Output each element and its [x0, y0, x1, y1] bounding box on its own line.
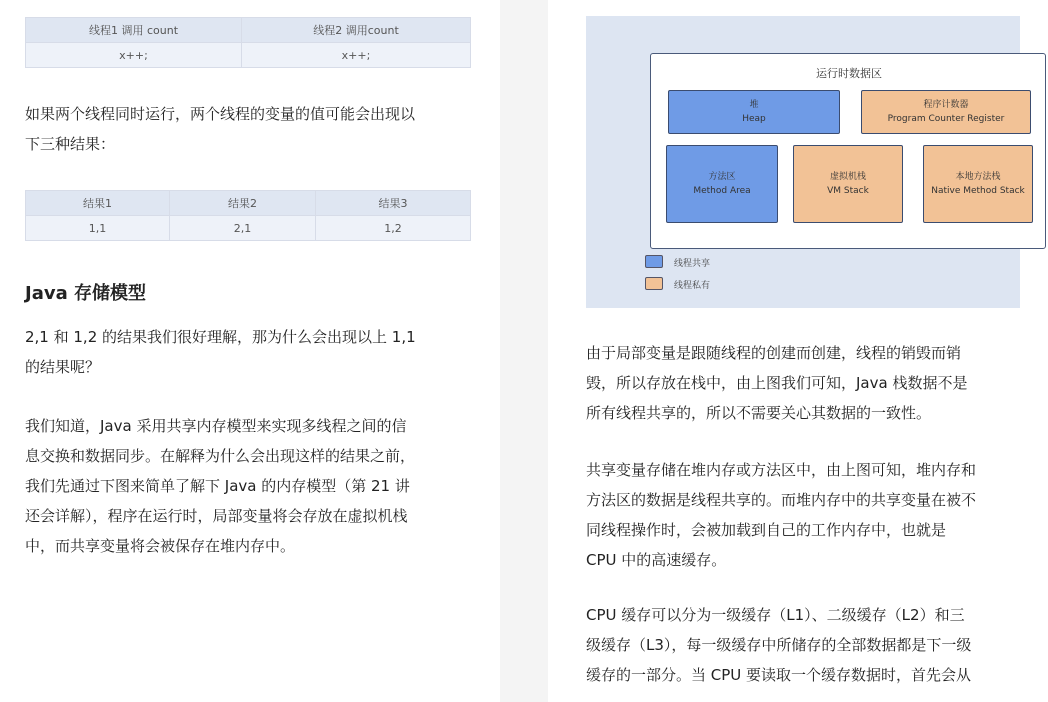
- local-variable-paragraph: [586, 338, 1046, 428]
- heap-box: [668, 90, 840, 134]
- text-line: 的结果呢？: [25, 358, 101, 376]
- text-line: 息交换和数据同步。在解释为什么会出现这样的结果之前，: [25, 447, 416, 465]
- box-sublabel: VM Stack: [827, 186, 869, 196]
- text-line: 还会详解），程序在运行时，局部变量将会存放在虚拟机栈: [25, 507, 408, 525]
- vm-stack-box: [793, 145, 903, 223]
- table-header-cell: 结果1: [26, 191, 170, 216]
- text-line: 我们先通过下图来简单了解下 Java 的内存模型（第 21 讲: [25, 477, 410, 495]
- box-sublabel: Native Method Stack: [931, 186, 1025, 196]
- text-line: 下三种结果：: [25, 135, 116, 153]
- cpu-cache-paragraph: [586, 600, 1046, 690]
- left-article-column: [0, 0, 500, 702]
- runtime-data-area-diagram: [586, 16, 1025, 308]
- legend-private-label: 线程私有: [674, 281, 711, 291]
- text-line: CPU 缓存可以分为一级缓存（L1）、二级缓存（L2）和三: [586, 606, 965, 624]
- legend-private-swatch: [645, 277, 663, 290]
- table-cell: 1,2: [316, 216, 471, 241]
- table-cell: 1,1: [26, 216, 170, 241]
- text-line: 所有线程共享的，所以不需要关心其数据的一致性。: [586, 404, 932, 422]
- box-sublabel: Method Area: [693, 186, 751, 196]
- text-line: CPU 中的高速缓存。: [586, 551, 727, 569]
- text-line: 如果两个线程同时运行，两个线程的变量的值可能会出现以: [25, 105, 416, 123]
- legend-shared-label: 线程共享: [674, 259, 711, 269]
- native-method-stack-box: [923, 145, 1033, 223]
- runtime-data-area-frame: [650, 53, 1046, 249]
- method-area-box: [666, 145, 778, 223]
- box-label: 程序计数器: [923, 100, 969, 110]
- column-gutter: [500, 0, 548, 702]
- question-paragraph: [25, 322, 485, 382]
- text-line: 同线程操作时，会被加载到自己的工作内存中，也就是: [586, 521, 947, 539]
- box-label: 本地方法栈: [955, 172, 1001, 182]
- shared-variable-paragraph: [586, 455, 1046, 575]
- diagram-title: 运行时数据区: [816, 67, 882, 80]
- text-line: 2,1 和 1,2 的结果我们很好理解，那为什么会出现以上 1,1: [25, 328, 416, 346]
- text-line: 级缓存（L3），每一级缓存中所储存的全部数据都是下一级: [586, 636, 972, 654]
- box-sublabel: Program Counter Register: [887, 114, 1005, 124]
- section-heading: Java 存储模型: [25, 283, 146, 304]
- box-label: 方法区: [708, 172, 736, 182]
- box-label: 虚拟机栈: [829, 172, 866, 182]
- box-sublabel: Heap: [742, 114, 766, 124]
- text-line: 缓存的一部分。当 CPU 要读取一个缓存数据时，首先会从: [586, 666, 972, 684]
- thread-count-table: [25, 17, 471, 68]
- text-line: 由于局部变量是跟随线程的创建而创建，线程的销毁而销: [586, 344, 962, 362]
- result-table: [25, 190, 471, 241]
- text-line: 共享变量存储在堆内存或方法区中，由上图可知，堆内存和: [586, 461, 977, 479]
- table-cell: 2,1: [170, 216, 316, 241]
- text-line: 我们知道，Java 采用共享内存模型来实现多线程之间的信: [25, 417, 407, 435]
- intro-paragraph: [25, 99, 485, 159]
- table-header-cell: 线程2 调用count: [242, 18, 471, 43]
- legend-shared-swatch: [645, 255, 663, 268]
- table-header-cell: 结果2: [170, 191, 316, 216]
- box-label: 堆: [749, 100, 759, 110]
- table-cell: x++;: [242, 43, 471, 68]
- right-article-column: [548, 0, 1048, 702]
- table-header-cell: 结果3: [316, 191, 471, 216]
- table-header-cell: 线程1 调用 count: [26, 18, 242, 43]
- program-counter-box: [861, 90, 1031, 134]
- memory-model-paragraph: [25, 411, 485, 561]
- table-cell: x++;: [26, 43, 242, 68]
- text-line: 中，而共享变量将会被保存在堆内存中。: [25, 537, 296, 555]
- text-line: 方法区的数据是线程共享的。而堆内存中的共享变量在被不: [586, 491, 977, 509]
- text-line: 毁，所以存放在栈中，由上图我们可知，Java 栈数据不是: [586, 374, 968, 392]
